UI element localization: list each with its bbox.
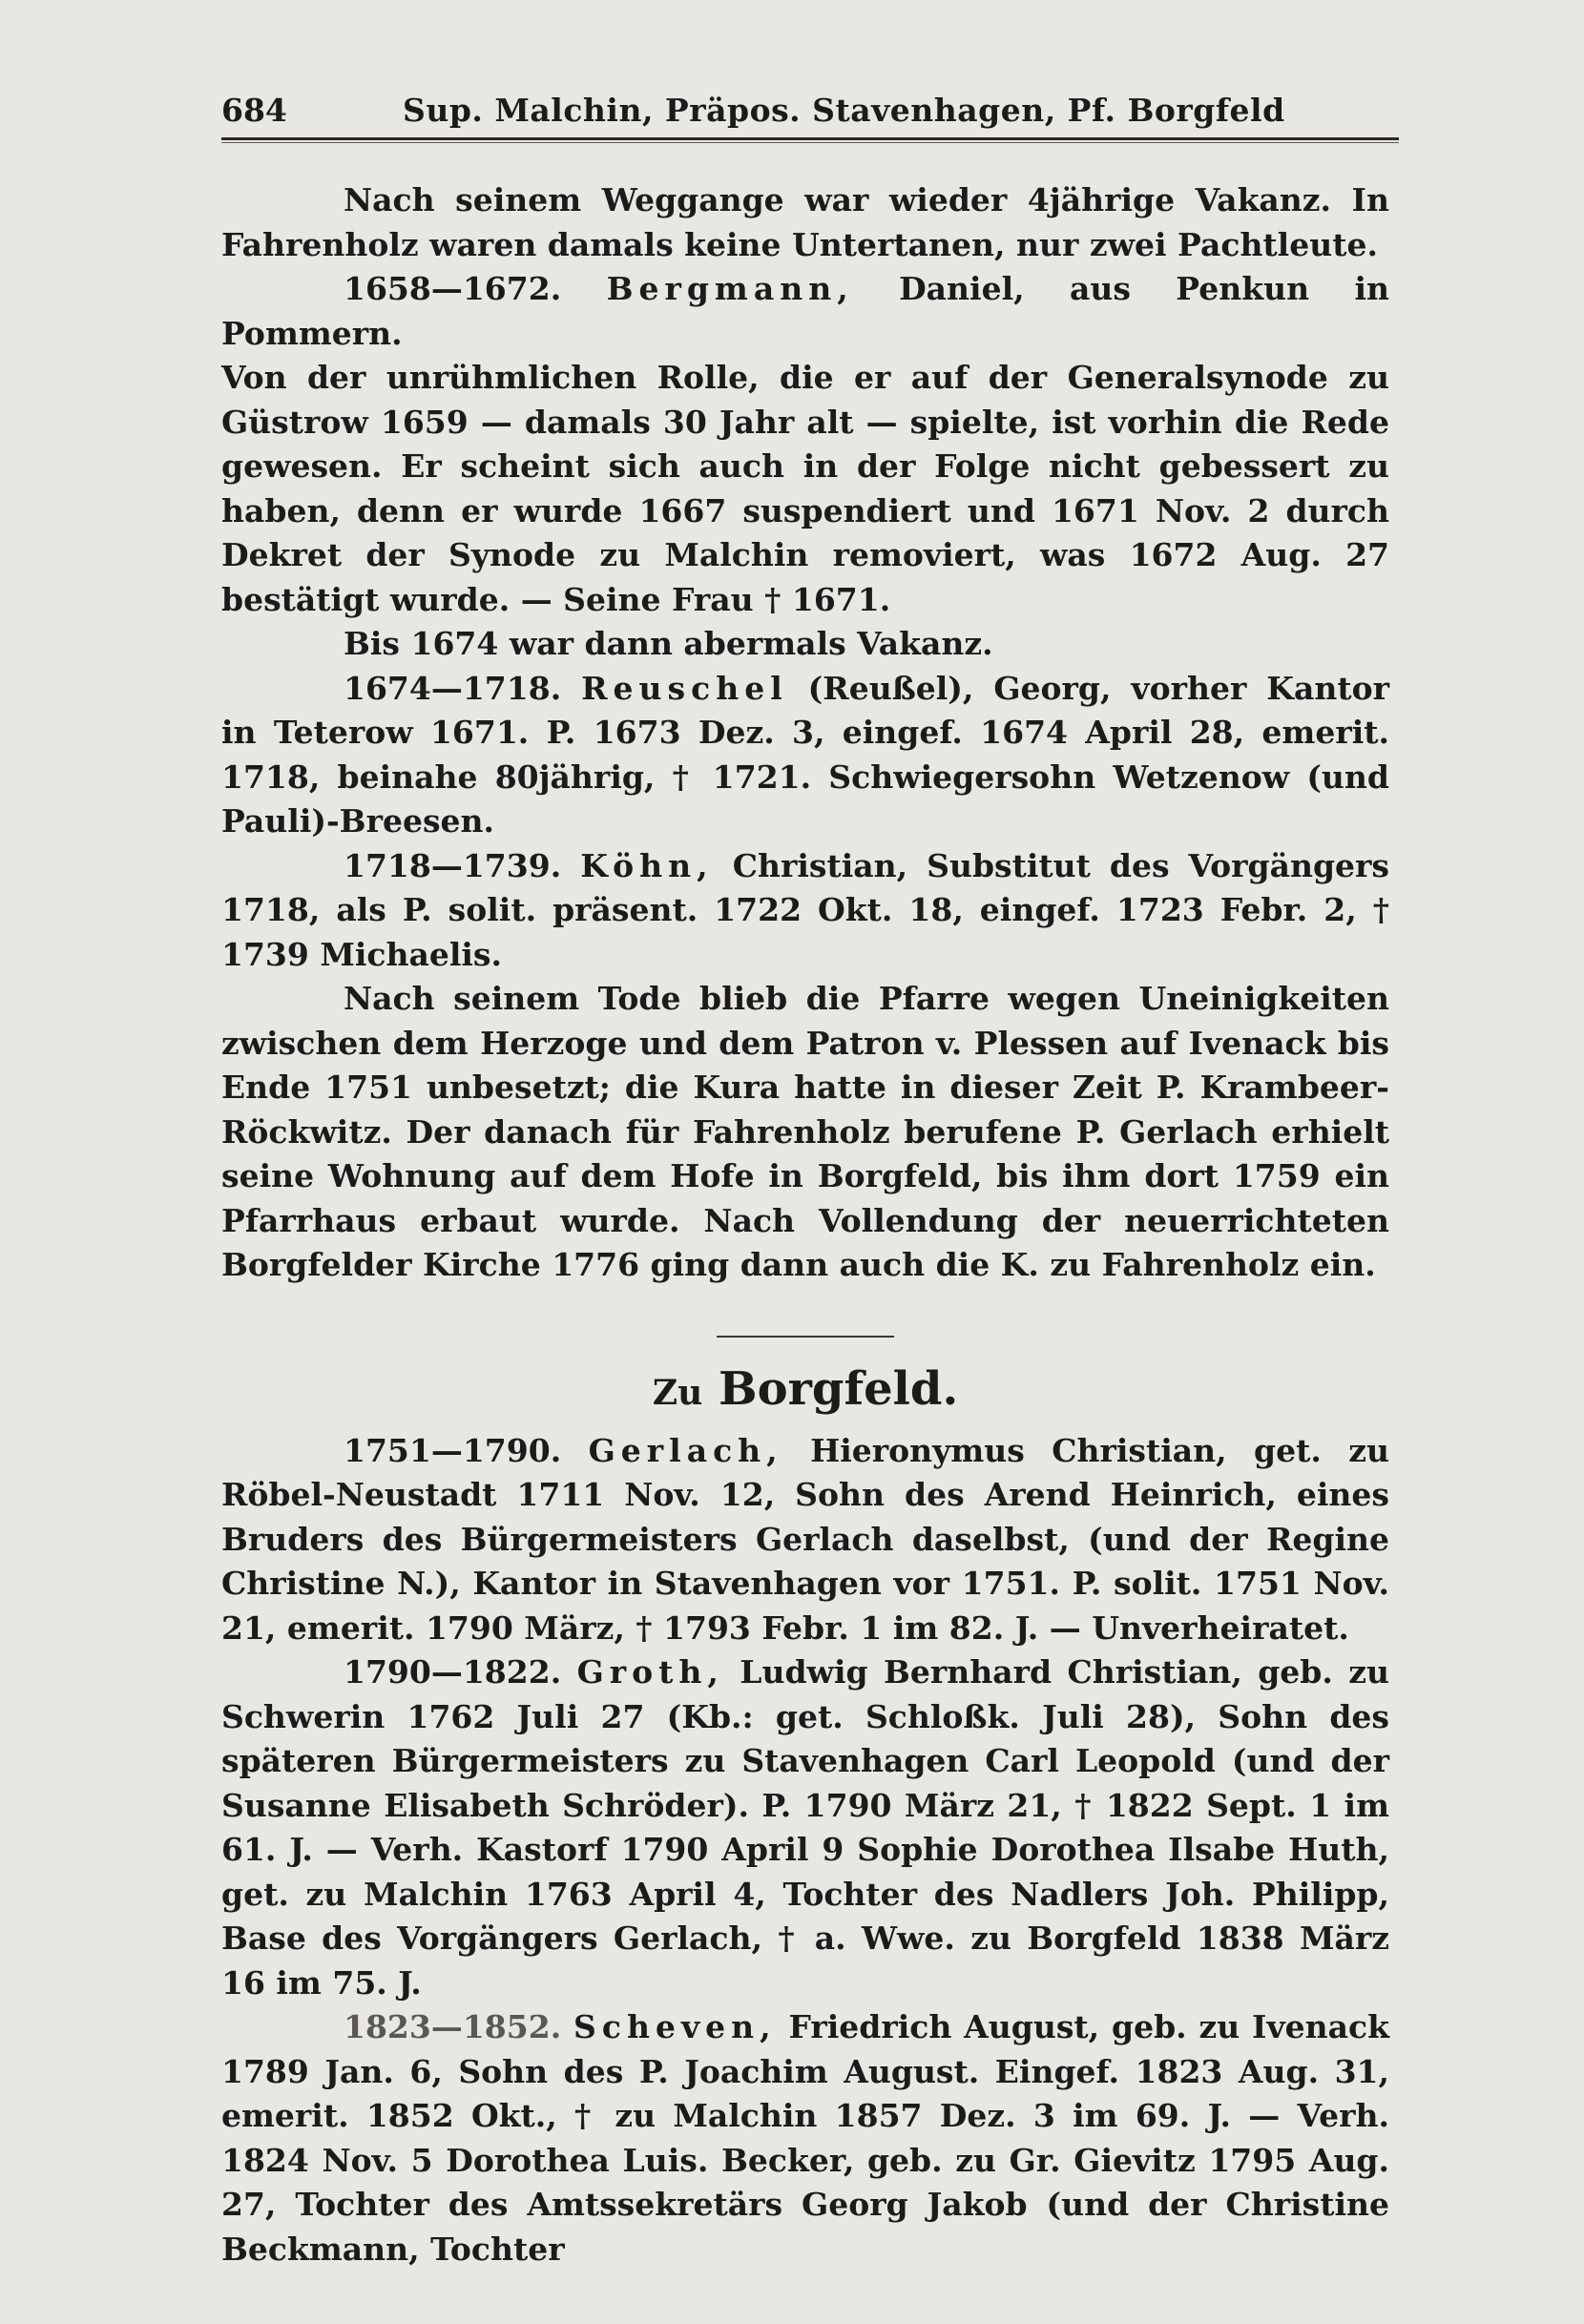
section-title xyxy=(221,1360,1389,1421)
paragraph: Von der unrühmlichen Rolle, die er auf der Generalsynode zu Güstrow 1659 — damals 30 Jahr alt — spielte, ist vorhin die Rede gewesen. Er scheint sich auch in der Folge nicht gebessert zu haben, denn er wurde 1667 suspendiert und 1671 Nov. 2 durch Dekret der Synode zu Malchin removiert, was 1672 Aug. 27 bestätigt wurde. — Seine Frau † 1671. xyxy=(221,359,1389,618)
entry-years: 1674—1718. xyxy=(344,669,562,707)
page-number: 684 xyxy=(221,92,287,129)
page-header xyxy=(221,92,1399,135)
section-divider xyxy=(717,1336,894,1338)
entry-name: Reuschel xyxy=(581,669,788,707)
entry-gerlach xyxy=(221,1429,1389,1651)
entry-bergmann xyxy=(221,267,1389,356)
paragraph: Nach seinem Weggange war wieder 4jährige Vakanz. In Fahrenholz waren damals keine Untertanen, nur zwei Pachtleute. xyxy=(221,181,1389,263)
entry-text: Daniel, aus Penkun in Pommern. xyxy=(221,270,1389,352)
entry-years: 1718—1739. xyxy=(344,846,562,884)
entry-scheven xyxy=(221,2005,1389,2272)
entry-years: 1790—1822. xyxy=(344,1653,562,1691)
entry-years: 1751—1790. xyxy=(344,1431,562,1469)
entry-name: Bergmann, xyxy=(606,270,854,307)
entry-name: Scheven, xyxy=(573,2008,777,2045)
entry-koehn xyxy=(221,844,1389,978)
entry-text: Hieronymus Christian, get. zu Röbel-Neustadt 1711 Nov. 12, Sohn des Arend Heinrich, eines Bruders des Bürgermeisters Gerlach daselbst, (und der Regine Christine N.), Kantor in Stavenhagen vor 1751. P. solit. 1751 Nov. 21, emerit. 1790 März, † 1793 Febr. 1 im 82. J. — Unverheiratet. xyxy=(221,1431,1389,1647)
entry-name: Köhn, xyxy=(580,846,714,884)
entry-text: Christian, Substitut des Vorgängers 1718, als P. solit. präsent. 1722 Okt. 18, eingef. 1723 Febr. 2, † 1739 Michaelis. xyxy=(221,846,1389,973)
entry-name: Groth, xyxy=(576,1653,724,1691)
page-body xyxy=(221,178,1389,2272)
entry-groth xyxy=(221,1650,1389,2005)
header-rule xyxy=(221,137,1399,143)
entry-text: Ludwig Bernhard Christian, geb. zu Schwerin 1762 Juli 27 (Kb.: get. Schloßk. Juli 28), Sohn des späteren Bürgermeisters zu Stavenhagen Carl Leopold (und der Susanne Elisabeth Schröder). P. 1790 März 21, † 1822 Sept. 1 im 61. J. — Verh. Kastorf 1790 April 9 Sophie Dorothea Ilsabe Huth, get. zu Malchin 1763 April 4, Tochter des Nadlers Joh. Philipp, Base des Vorgängers Gerlach, † a. Wwe. zu Borgfeld 1838 März 16 im 75. J. xyxy=(221,1653,1389,2002)
entry-years: 1658—1672. xyxy=(344,270,562,307)
entry-text: (Reußel), Georg, vorher Kantor in Teterow 1671. P. 1673 Dez. 3, eingef. 1674 April 28, emerit. 1718, beinahe 80jährig, † 1721. Schwiegersohn Wetzenow (und Pauli)-Breesen. xyxy=(221,669,1389,840)
entry-name: Gerlach, xyxy=(588,1431,783,1469)
entry-years: 1823—1852. xyxy=(344,2008,562,2045)
paragraph: Bis 1674 war dann abermals Vakanz. xyxy=(344,625,993,662)
section-name: Borgfeld. xyxy=(719,1361,959,1416)
entry-text: Friedrich August, geb. zu Ivenack 1789 Jan. 6, Sohn des P. Joachim August. Eingef. 1823 Aug. 31, emerit. 1852 Okt., † zu Malchin 1857 Dez. 3 im 69. J. — Verh. 1824 Nov. 5 Dorothea Luis. Becker, geb. zu Gr. Gievitz 1795 Aug. 27, Tochter des Amtssekretärs Georg Jakob (und der Christine Beckmann, Tochter xyxy=(221,2008,1389,2268)
paragraph: Nach seinem Tode blieb die Pfarre wegen Uneinigkeiten zwischen dem Herzoge und dem Patron v. Plessen auf Ivenack bis Ende 1751 unbesetzt; die Kura hatte in dieser Zeit P. Krambeer-Röckwitz. Der danach für Fahrenholz berufene P. Gerlach erhielt seine Wohnung auf dem Hofe in Borgfeld, bis ihm dort 1759 ein Pfarrhaus erbaut wurde. Nach Vollendung der neuerrichteten Borgfelder Kirche 1776 ging dann auch die K. zu Fahrenholz ein. xyxy=(221,980,1389,1283)
entry-reuschel xyxy=(221,667,1389,844)
running-title: Sup. Malchin, Präpos. Stavenhagen, Pf. Borgfeld xyxy=(403,92,1285,129)
section-prefix: Zu xyxy=(652,1372,703,1413)
